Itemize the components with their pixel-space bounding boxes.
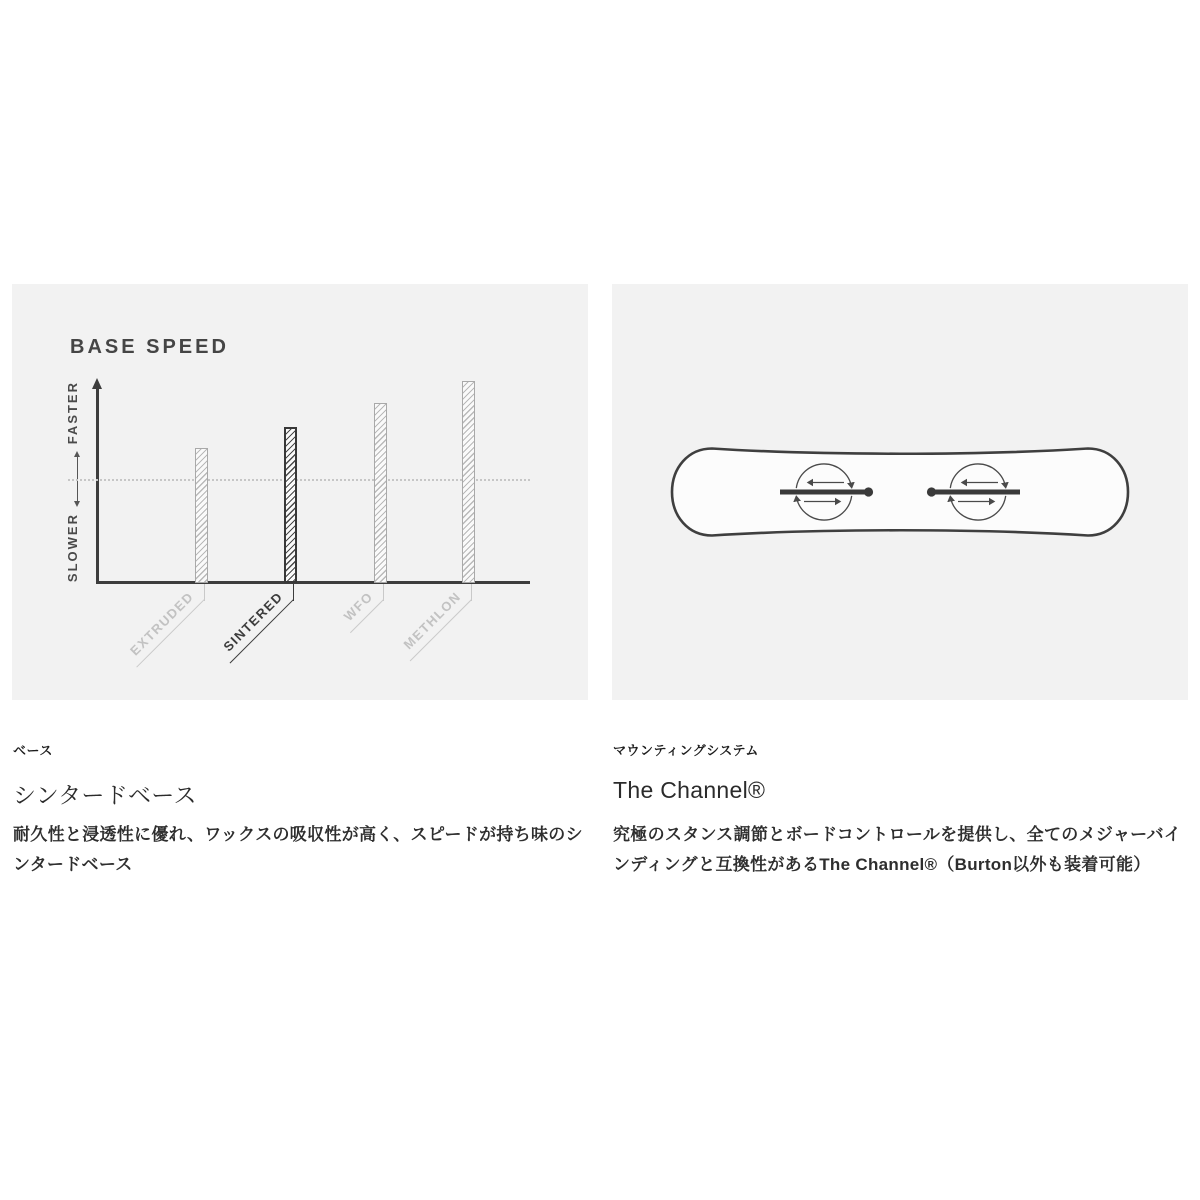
sintered-base-description: 耐久性と浸透性に優れ、ワックスの吸収性が高く、スピードが持ち味のシンタードベース bbox=[13, 825, 583, 874]
bar-methlon bbox=[462, 381, 475, 583]
the-channel-description: 究極のスタンス調節とボードコントロールを提供し、全てのメジャーバインディングと互換性があるThe Channel®（Burton以外も装着可能） bbox=[613, 825, 1182, 874]
base-eyebrow-label: ベース bbox=[13, 743, 53, 758]
y-axis bbox=[96, 388, 99, 584]
category-label-extruded: EXTRUDED bbox=[122, 584, 205, 667]
bar-extruded bbox=[195, 448, 208, 583]
y-axis-slower-label: SLOWER bbox=[65, 513, 80, 583]
category-label-sintered: SINTERED bbox=[215, 584, 294, 663]
mounting-system-eyebrow-label: マウンティングシステム bbox=[613, 743, 759, 758]
snowboard-outline bbox=[672, 449, 1128, 536]
sintered-base-heading: シンタードベース bbox=[13, 782, 197, 808]
base-speed-chart bbox=[12, 284, 588, 700]
category-label-wfo: WFO bbox=[335, 584, 384, 633]
the-channel-heading: The Channel® bbox=[613, 777, 766, 803]
snowboard-channel-diagram bbox=[612, 284, 1188, 700]
bar-sintered bbox=[284, 427, 297, 583]
mounting-system-panel bbox=[612, 284, 1188, 700]
category-label-methlon: METHLON bbox=[395, 584, 472, 661]
base-speed-panel bbox=[12, 284, 588, 700]
label-leader-extruded bbox=[204, 584, 205, 601]
bar-wfo bbox=[374, 403, 387, 583]
y-axis-faster-label: FASTER bbox=[65, 381, 80, 445]
chart-title: BASE SPEED bbox=[70, 336, 229, 358]
